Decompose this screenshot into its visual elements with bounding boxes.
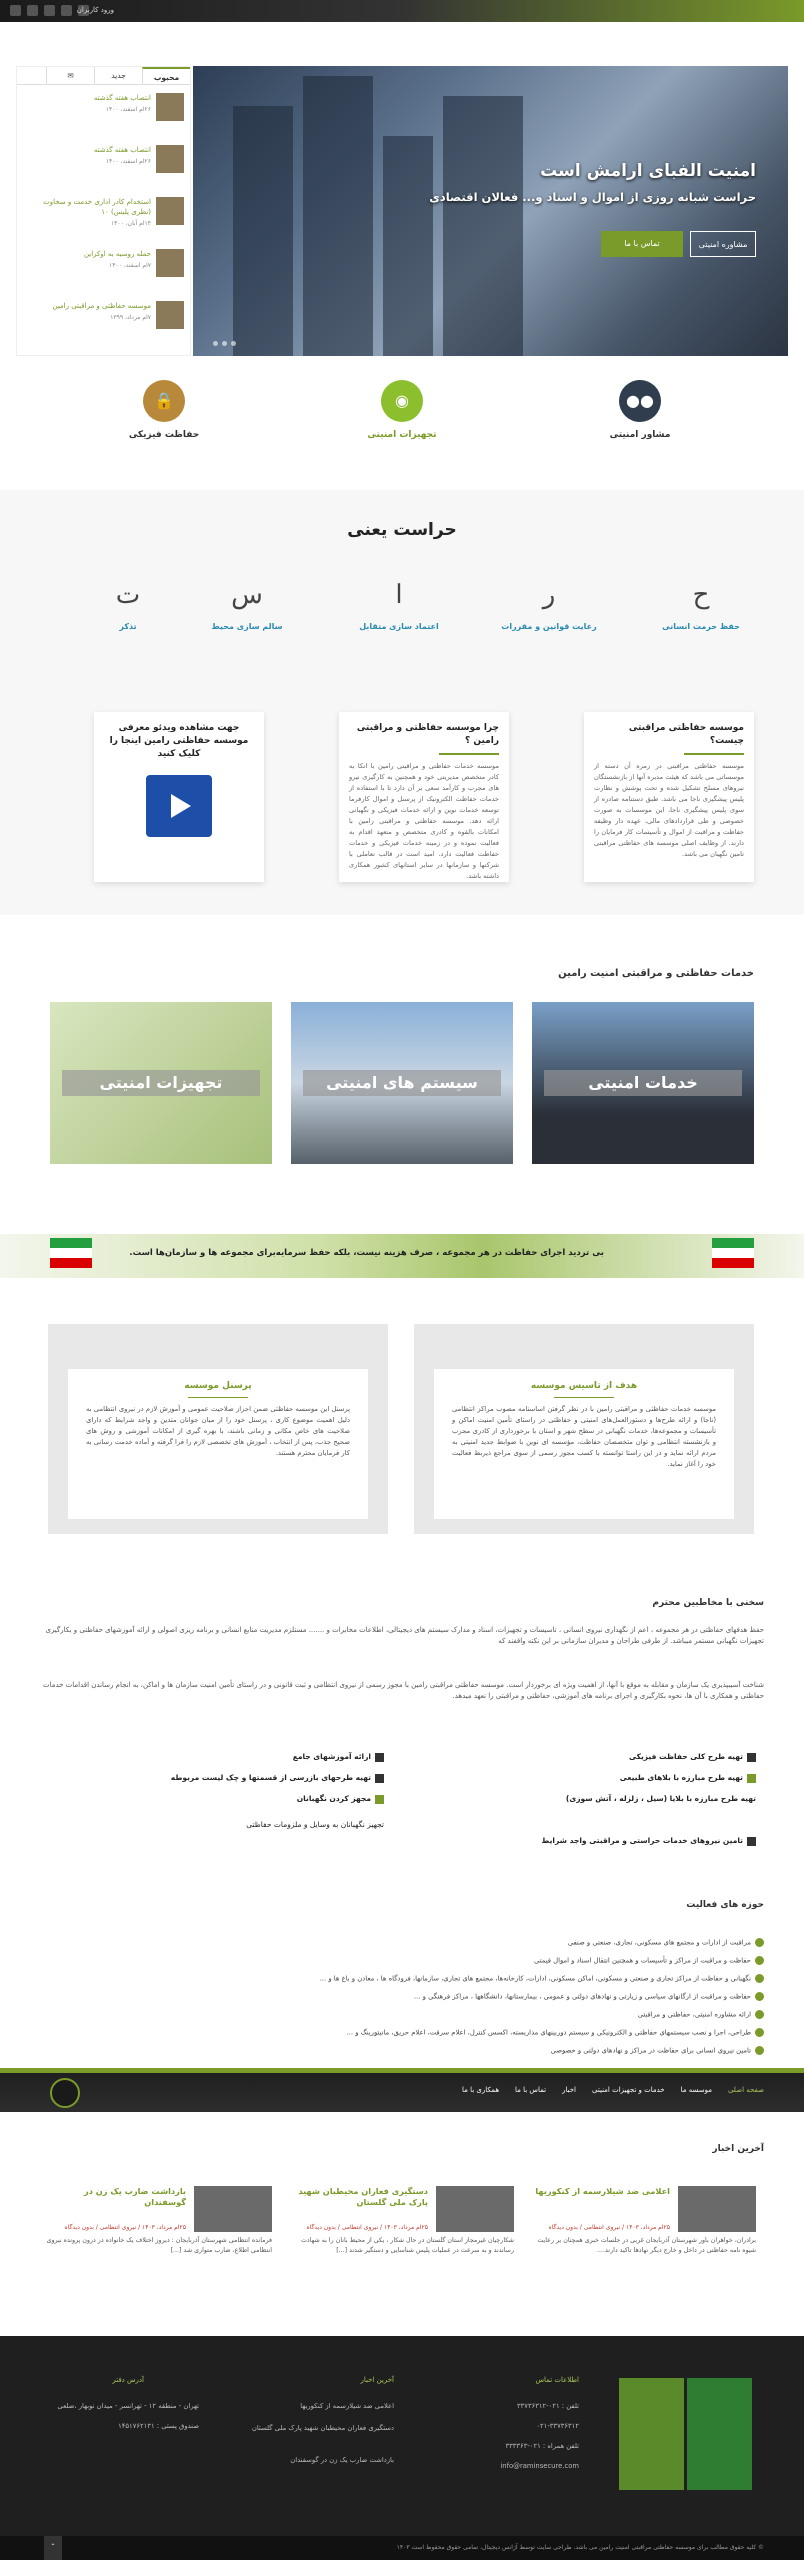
nav-cooperate[interactable]: همکاری با ما (462, 2086, 500, 2094)
advisor-button[interactable]: مشاوره امنیتی (690, 231, 756, 257)
play-video-icon[interactable] (146, 775, 212, 837)
iran-flag-icon (712, 1238, 754, 1268)
nav-contact[interactable]: تماس با ما (515, 2086, 547, 2094)
nav-news[interactable]: اخبار (562, 2086, 577, 2094)
info-card: موسسه حفاظتی مراقبتی چیست؟ موسسه حفاظتی مراقبتی در زمره آن دسته از موسساتی می باشد که هیئت مدیره آنها از بازنشستگان نیروهای مسلح تشکیل شده و تحت پوشش و نظارت پلیس پیشگیری ناجا می باشد. طبق دستنامه صادره از سوی پلیس پیشگیری ناجا، این موسسات به صورت خصوصی و طی قراردادهای مالی، عهده دار وظیفه حفاظت و مراقبت از اموال و تأسیسات کار فرمایان را دارند. از وظایف اصلی موسسه های حفاظتی مراقبتی تامین نگهبان می باشد. (584, 712, 754, 882)
news-item[interactable]: انتصاب هفته گذشته ۲۶ام اسفند، ۱۴۰۰ (17, 137, 190, 189)
lock-icon: 🔒 (143, 380, 185, 422)
hero-subtitle: حراست شبانه روزی از اموال و اسناد و... فعالان اقتصادی (429, 190, 756, 204)
tab-new[interactable]: جدید (94, 67, 142, 84)
activity-item: نگهبانی و حفاظت از مراکز تجاری و صنعتی و مسکونی، اماکن مسکونی، ادارات، کارخانه‌ها، مجتمع های تجاری، سازمانها، فرودگاه ها ، معادن و باغ ها و ... (320, 1974, 764, 1983)
hero-slider (193, 66, 788, 356)
news-item[interactable]: حمله روسیه به اوکراین ۷ام اسفند، ۱۴۰۰ (17, 241, 190, 293)
feature-advisor[interactable]: ●● مشاور امنیتی (540, 380, 740, 440)
service-security[interactable]: خدمات امنیتی (532, 1002, 754, 1164)
login-link[interactable]: ورود کاربران (76, 6, 114, 14)
footer: اطلاعات تماس تلفن : ۰۲۱-۳۳۷۳۶۳۱۲ ۰۲۱-۳۳۷۳۶۳۱۲ تلفن همراه : ۰۲۱-۳۳۳۳۶۳ info@raminsecure.com آخرین اخبار اعلامی ضد شیلارسمه از کنکوریها دستگیری فعاران محیطبان شهید پارک ملی گلستان بازداشت ضارب یک زن در گوسفندان آدرس دفتر تهران - منطقه ۱۲ - تهرانسر - میدان نوبهار ،ضلعی صندوق پستی : ۱۴۵۱۷۶۲۱۳۱ (0, 2336, 804, 2536)
check-item: مجهز کردن نگهبانان (297, 1794, 384, 1804)
site-logo[interactable] (50, 2078, 80, 2108)
check-item: ارائه آموزشهای جامع (293, 1752, 384, 1762)
iran-flag-icon (50, 1238, 92, 1268)
check-item: تجهیز نگهبانان به وسایل و ملزومات حفاظتی (246, 1820, 384, 1829)
check-item: تامین نیروهای خدمات حراستی و مراقبتی واجد شرایط (542, 1836, 756, 1846)
whatsapp-icon[interactable] (27, 5, 38, 16)
letter-item: ح حفظ حرمت انسانی (662, 580, 740, 631)
letter-item: ت تذکر (115, 580, 141, 631)
hero-title: امنیت الفبای ارامش است (540, 161, 756, 181)
info-card: چرا موسسه حفاظتی و مراقبتی رامین ؟ موسسه خدمات حفاظتی و مراقبتی رامین با اتکا به کادر متخصص مدیریتی خود و همچنین به کارگیری نیرو های مجرب و کارآمد سعی بر آن دارد تا با استفاده از خدمات حفاظت الکترونیک از پرسنل و اموال کارفرما توسعه خدمات نوین و ارائه خدمات فیزیکی و نگهبانی ارائه دهد. موسسه حفاظتی و مراقبتی رامین با امکانات بالقوه و کادری متخصص و متعهد اقدام به فعالیت نموده و در زمینه خدمات فیزیکی و خدمات حفاظت فعالیت دارد. امید است در قالب تعاملی با شرکتها و سازمانها در سایر استانهای کشور همکاری داشته باشد. (339, 712, 509, 882)
activity-item: مراقبت از ادارات و مجتمع های مسکونی، تجاری، صنعتی و صنفی (568, 1938, 764, 1947)
activity-item: حفاظت و مراقبت از مراکز و تأسیسات و همچنین انتقال اسناد و اموال قیمتی (534, 1956, 764, 1965)
twitter-icon[interactable] (61, 5, 72, 16)
news-widget (16, 66, 191, 356)
main-nav (0, 2068, 804, 2112)
slogan-banner: بی تردید اجرای حفاظت در هر مجموعه ، صرف هزینه نیست، بلکه حفظ سرمایه‌برای مجموعه ها و سازمان‌ها است. (0, 1234, 804, 1278)
comments-icon[interactable]: ✉ (46, 67, 94, 84)
letter-item: ر رعایت قوانین و مقررات (501, 580, 597, 631)
linkedin-icon[interactable] (44, 5, 55, 16)
activity-item: ارائه مشاوره امنیتی، حفاظتی و مراقبتی (638, 2010, 764, 2019)
letter-item: ا اعتماد سازی متقابل (359, 580, 439, 631)
tab-popular[interactable]: محبوب (142, 67, 190, 84)
news-item[interactable]: استخدام کادر اداری خدمت و سخاوت (نظری پلیس) ۱۰ ۱۴ام آبان، ۱۴۰۰ (17, 189, 190, 241)
activity-item: طراحی، اجرا و نصب سیستمهای حفاظتی و الکترونیکی و سیستم دوربینهای مداربسته، اکسس کنترل، اعلام سرقت، اعلام حریق، مانیتورینگ و ... (347, 2028, 764, 2037)
services-title: خدمات حفاظتی و مراقبتی امنیت رامین (558, 968, 754, 979)
nav-home[interactable]: صفحه اصلی (727, 2086, 764, 2094)
goal-box: هدف از تاسیس موسسه موسسه خدمات حفاظتی و مراقبتی رامین با در نظر گرفتن اساسنامه مصوب مراکز انتظامی (ناجا) و ارائه طرح‌ها و دستورالعمل‌های امنیتی و حفاظتی در راستای تأمین امنیت اماکن و تأسیسات و مجموعه‌ها، خدمات نگهبانی در سطح شهر و استان با برخورداری از کادری مجرب و بازنشسته انتظامی و توان متخصصان حفاظت، مؤسسه ای نوین با ضوابط جدید امنیتی به مردم ارائه نماید و در این راستا توانسته با کسب مجوز رسمی از سوی مراجع ذیربط فعالیت خود را آغاز نماید. (414, 1324, 754, 1534)
copyright-bar: © کلیه حقوق مطالب برای موسسه حفاظتی مراقبتی امنیت رامین می باشد. طراحی سایت توسط آژانس دیجیتال، تمامی حقوق محفوظ است ۱۴۰۳ ⌃ (0, 2536, 804, 2560)
slider-dots[interactable] (213, 341, 236, 346)
top-bar (0, 0, 804, 22)
service-equipment[interactable]: تجهیزات امنیتی (50, 1002, 272, 1164)
check-item: تهیه طرح مبارزه با بلایا (سیل ، زلزله ، آتش سوزی) (565, 1794, 756, 1803)
news-item[interactable]: انتصاب هفته گذشته ۲۶ام اسفند، ۱۴۰۰ (17, 85, 190, 137)
scroll-top-icon[interactable]: ⌃ (44, 2536, 62, 2560)
feature-physical[interactable]: 🔒 حفاظت فیزیکی (64, 380, 264, 440)
staff-box: پرسنل موسسه پرسنل این موسسه حفاظتی ضمن احراز صلاحیت عمومی و آموزش لازم در نیروی انتظامی به دلیل اهمیت موضوع کاری ، پرسنل خود را از میان جوانان متدین و واجد شرایط که دارای صلاحیت های خاص مکانی و زمانی باشند، با بهره گیری از امکانات آموزشی و روش های صحیح جذب، پس از انتخاب ، آموزش های تخصصی لازم را فرا گرفته و آماده خدمت رسانی به کار فرمایان محترم هستند. (48, 1324, 388, 1534)
check-item: تهیه طرحهای بازرسی از قسمتها و چک لیست مربوطه (171, 1773, 384, 1783)
footer-news-link[interactable]: دستگیری فعاران محیطبان شهید پارک ملی گلستان (251, 2424, 394, 2432)
video-card[interactable]: جهت مشاهده ویدئو معرفی موسسه حفاظتی رامین اینجا را کلیک کنید (94, 712, 264, 882)
users-icon: ●● (619, 380, 661, 422)
feature-equipment[interactable]: ◉ تجهیزات امنیتی (302, 380, 502, 440)
harasat-title: حراست یعنی (347, 520, 457, 540)
email-link[interactable]: info@raminsecure.com (500, 2462, 579, 2470)
contact-button[interactable]: تماس با ما (601, 231, 683, 257)
activity-item: حفاظت و مراقبت از ارگانهای سیاسی و زیارتی و نهادهای دولتی و عمومی ، بیمارستانها، دانشگاهها ، مراکز فرهنگی و ... (414, 1992, 764, 2001)
activity-item: تامین نیروی انسانی برای حفاظت در مراکز و نهادهای دولتی و خصوصی (551, 2046, 764, 2055)
check-item: تهیه طرح کلی حفاظت فیزیکی (629, 1752, 756, 1762)
check-item: تهیه طرح مبارزه با بلاهای طبیعی (620, 1773, 756, 1783)
letter-item: س سالم سازی محیط (211, 580, 283, 631)
nav-services[interactable]: خدمات و تجهیزات امنیتی (592, 2086, 665, 2094)
instagram-icon[interactable] (10, 5, 21, 16)
news-item[interactable]: موسسه حفاظتی و مراقبتی رامین ۷ام مرداد، ۱۳۹۹ (17, 293, 190, 345)
nav-about[interactable]: موسسه ما (680, 2086, 712, 2094)
footer-news-link[interactable]: اعلامی ضد شیلارسمه از کنکوریها (300, 2402, 394, 2410)
footer-news-link[interactable]: بازداشت ضارب یک زن در گوسفندان (290, 2456, 394, 2464)
logo-emblem (619, 2378, 684, 2490)
service-systems[interactable]: سیستم های امنیتی (291, 1002, 513, 1164)
eye-slash-icon: ◉ (381, 380, 423, 422)
police-emblem (687, 2378, 752, 2490)
